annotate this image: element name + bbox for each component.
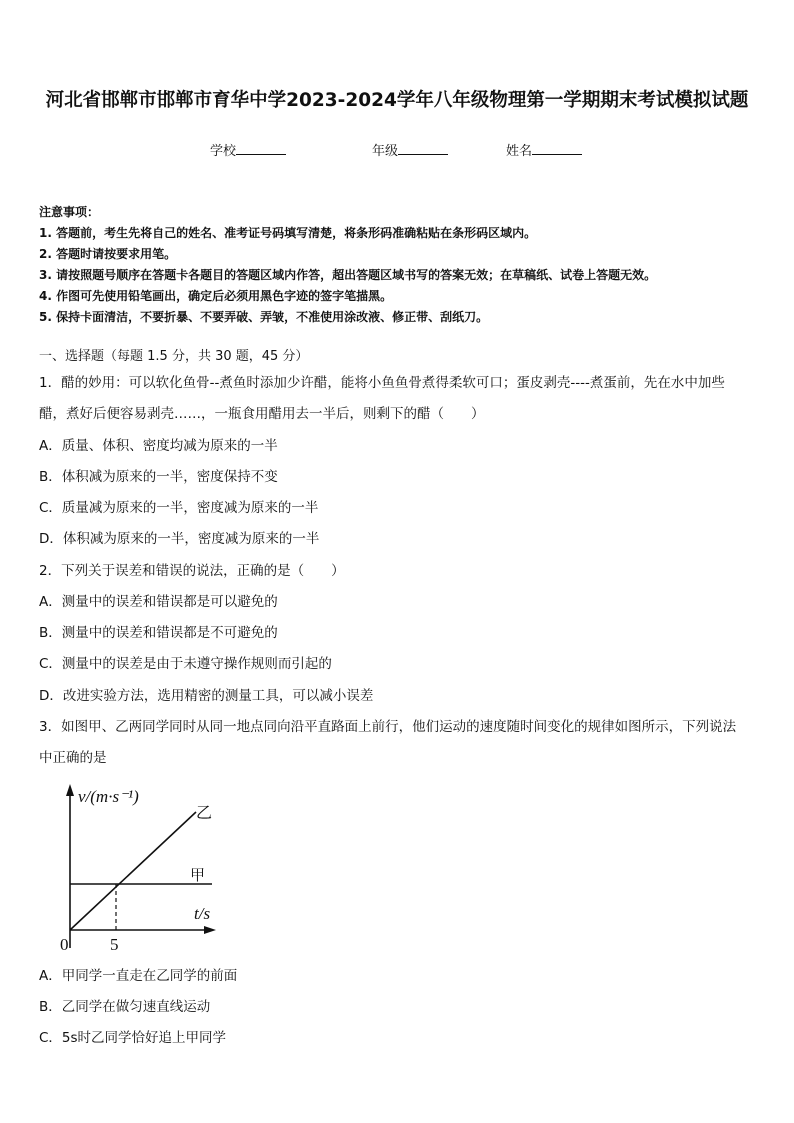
question-stem: 1．醋的妙用：可以软化鱼骨--煮鱼时添加少许醋，能将小鱼鱼骨煮得柔软可口；蛋皮剥壳----煮蛋前，先在水中加些 — [39, 375, 725, 391]
grade-label: 年级 — [372, 144, 399, 159]
x-axis-label: t/s — [194, 904, 211, 923]
line-yi-label: 乙 — [196, 803, 213, 822]
option-b[interactable]: B．体积减为原来的一半，密度保持不变 — [39, 469, 278, 485]
x-axis-arrow — [204, 926, 216, 934]
option-c[interactable]: C．测量中的误差是由于未遵守操作规则而引起的 — [39, 656, 332, 672]
line-jia-label: 甲 — [190, 866, 206, 884]
option-b[interactable]: B．乙同学在做匀速直线运动 — [39, 999, 211, 1015]
notice-item: 2. 答题时请按要求用笔。 — [39, 247, 177, 261]
question-stem: 2．下列关于误差和错误的说法，正确的是（ ） — [39, 563, 345, 579]
option-c[interactable]: C．5s时乙同学恰好追上甲同学 — [39, 1030, 227, 1046]
line-yi — [70, 812, 196, 930]
school-field[interactable] — [210, 140, 286, 159]
name-blank[interactable] — [532, 142, 582, 155]
section-title: 一、选择题（每题 1.5 分，共 30 题，45 分） — [39, 349, 309, 364]
question-stem: 中正确的是 — [39, 750, 107, 766]
notice-block — [39, 202, 656, 328]
option-d[interactable]: D．体积减为原来的一半，密度减为原来的一半 — [39, 531, 320, 547]
option-d[interactable]: D．改进实验方法，选用精密的测量工具，可以减小误差 — [39, 688, 374, 704]
origin-label: 0 — [60, 935, 69, 954]
page-title: 河北省邯郸市邯郸市育华中学2023-2024学年八年级物理第一学期期末考试模拟试题 — [45, 90, 749, 111]
notice-item: 4. 作图可先使用铅笔画出，确定后必须用黑色字迹的签字笔描黑。 — [39, 289, 393, 303]
y-axis-label: v/(m·s⁻¹) — [78, 787, 139, 806]
school-label: 学校 — [210, 144, 237, 159]
notice-item: 3. 请按照题号顺序在答题卡各题目的答题区域内作答，超出答题区域书写的答案无效；在草稿纸、试卷上答题无效。 — [39, 268, 657, 282]
option-a[interactable]: A．质量、体积、密度均减为原来的一半 — [39, 438, 278, 454]
question-stem: 醋，煮好后便容易剥壳……，一瓶食用醋用去一半后，则剩下的醋（ ） — [39, 406, 485, 422]
question-stem: 3．如图甲、乙两同学同时从同一地点同向沿平直路面上前行，他们运动的速度随时间变化的规律如图所示，下列说法 — [39, 719, 737, 735]
grade-blank[interactable] — [398, 142, 448, 155]
notice-heading: 注意事项： — [39, 205, 100, 219]
option-c[interactable]: C．质量减为原来的一半，密度减为原来的一半 — [39, 500, 319, 516]
notice-item: 5. 保持卡面清洁，不要折暴、不要弄破、弄皱，不准使用涂改液、修正带、刮纸刀。 — [39, 310, 489, 324]
tick-5-label: 5 — [110, 935, 119, 954]
grade-field[interactable] — [372, 140, 448, 159]
y-axis-arrow — [66, 784, 74, 796]
option-a[interactable]: A．测量中的误差和错误都是可以避免的 — [39, 594, 278, 610]
name-label: 姓名 — [506, 144, 533, 159]
school-blank[interactable] — [236, 142, 286, 155]
option-a[interactable]: A．甲同学一直走在乙同学的前面 — [39, 968, 238, 984]
name-field[interactable] — [506, 140, 582, 159]
velocity-time-graph — [50, 778, 230, 958]
option-b[interactable]: B．测量中的误差和错误都是不可避免的 — [39, 625, 278, 641]
notice-item: 1. 答题前，考生先将自己的姓名、准考证号码填写清楚，将条形码准确粘贴在条形码区域内。 — [39, 226, 537, 240]
